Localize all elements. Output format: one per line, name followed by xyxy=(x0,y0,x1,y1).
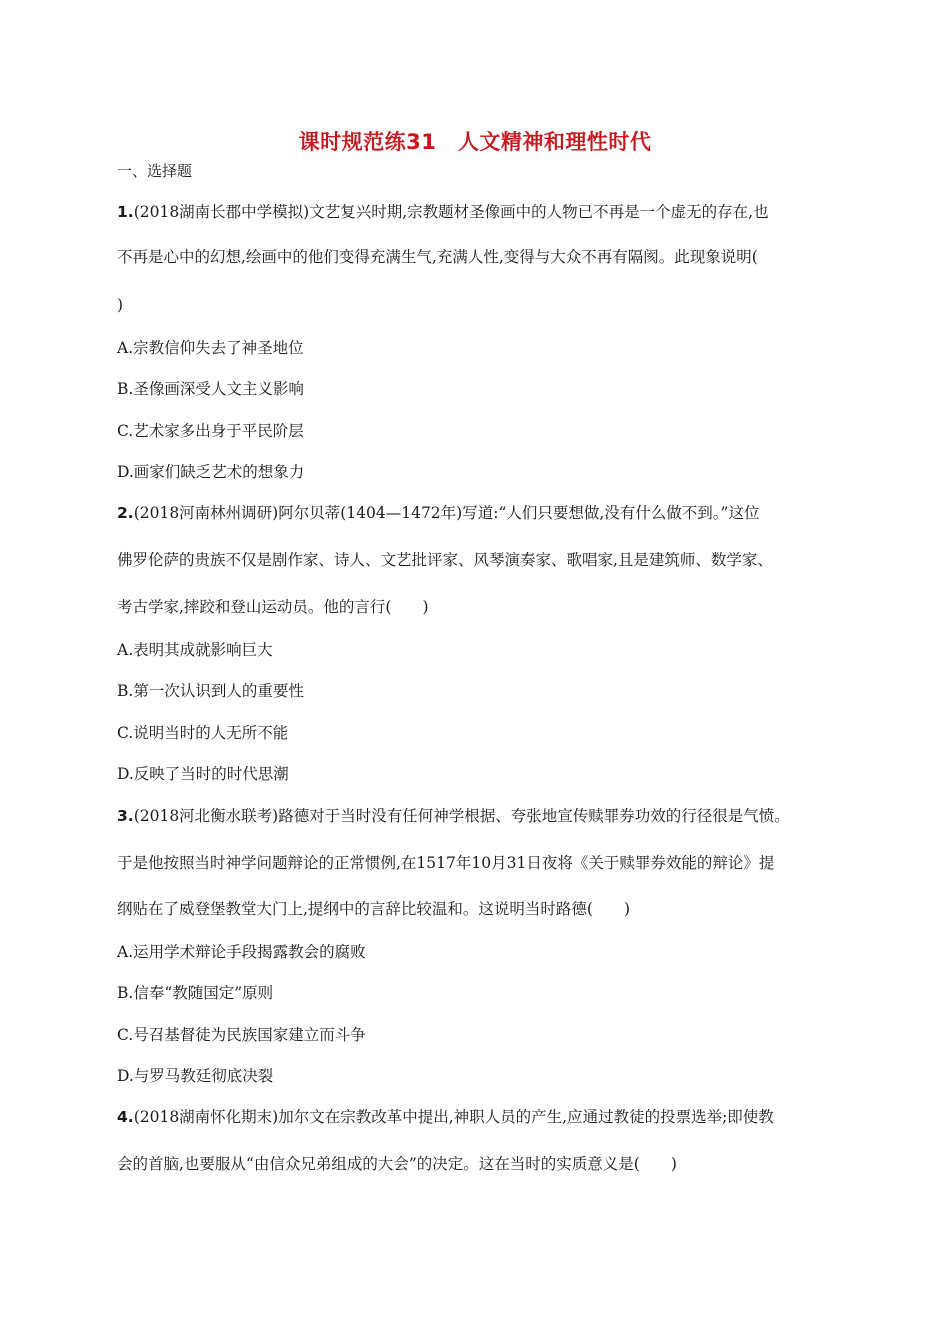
option-a: A.宗教信仰失去了神圣地位 xyxy=(117,339,304,357)
question-number: 4. xyxy=(117,1108,134,1126)
question-1-line-3: ) xyxy=(117,296,124,314)
question-2-line-1: 2.(2018河南林州调研)阿尔贝蒂(1404—1472年)写道:“人们只要想做,没有什么做不到。”这位 xyxy=(117,504,760,522)
question-2-line-3: 考古学家,摔跤和登山运动员。他的言行( ) xyxy=(117,598,429,616)
option-d: D.与罗马教廷彻底决裂 xyxy=(117,1067,274,1085)
option-d: D.反映了当时的时代思潮 xyxy=(117,765,289,783)
question-4-line-2: 会的首脑,也要服从“由信众兄弟组成的大会”的决定。这在当时的实质意义是( ) xyxy=(117,1155,677,1173)
question-3-line-1: 3.(2018河北衡水联考)路德对于当时没有任何神学根据、夸张地宣传赎罪券功效的行径很是气愤。 xyxy=(117,807,790,825)
option-b: B.圣像画深受人文主义影响 xyxy=(117,380,304,398)
option-d: D.画家们缺乏艺术的想象力 xyxy=(117,463,305,481)
question-number: 1. xyxy=(117,203,134,221)
question-1-line-1: 1.(2018湖南长郡中学模拟)文艺复兴时期,宗教题材圣像画中的人物已不再是一个虚无的存在,也 xyxy=(117,203,769,221)
question-4-line-1: 4.(2018湖南怀化期末)加尔文在宗教改革中提出,神职人员的产生,应通过教徒的投票选举;即使教 xyxy=(117,1108,774,1126)
question-1-line-2: 不再是心中的幻想,绘画中的他们变得充满生气,充满人性,变得与大众不再有隔阂。此现象说明( xyxy=(117,248,758,266)
option-a: A.运用学术辩论手段揭露教会的腐败 xyxy=(117,943,366,961)
option-c: C.说明当时的人无所不能 xyxy=(117,724,289,742)
question-3-line-3: 纲贴在了威登堡教堂大门上,提纲中的言辞比较温和。这说明当时路德( ) xyxy=(117,900,631,918)
question-3-line-2: 于是他按照当时神学问题辩论的正常惯例,在1517年10月31日夜将《关于赎罪券效能的辩论》提 xyxy=(117,854,775,872)
question-2-line-2: 佛罗伦萨的贵族不仅是剧作家、诗人、文艺批评家、风琴演奏家、歌唱家,且是建筑师、数学家、 xyxy=(117,551,773,569)
section-heading: 一、选择题 xyxy=(117,162,193,180)
option-b: B.信奉“教随国定”原则 xyxy=(117,984,274,1002)
option-c: C.艺术家多出身于平民阶层 xyxy=(117,422,304,440)
page-title: 课时规范练31 人文精神和理性时代 xyxy=(298,130,652,154)
option-b: B.第一次认识到人的重要性 xyxy=(117,682,304,700)
option-a: A.表明其成就影响巨大 xyxy=(117,641,273,659)
option-c: C.号召基督徒为民族国家建立而斗争 xyxy=(117,1026,366,1044)
question-number: 2. xyxy=(117,504,134,522)
question-number: 3. xyxy=(117,807,134,825)
